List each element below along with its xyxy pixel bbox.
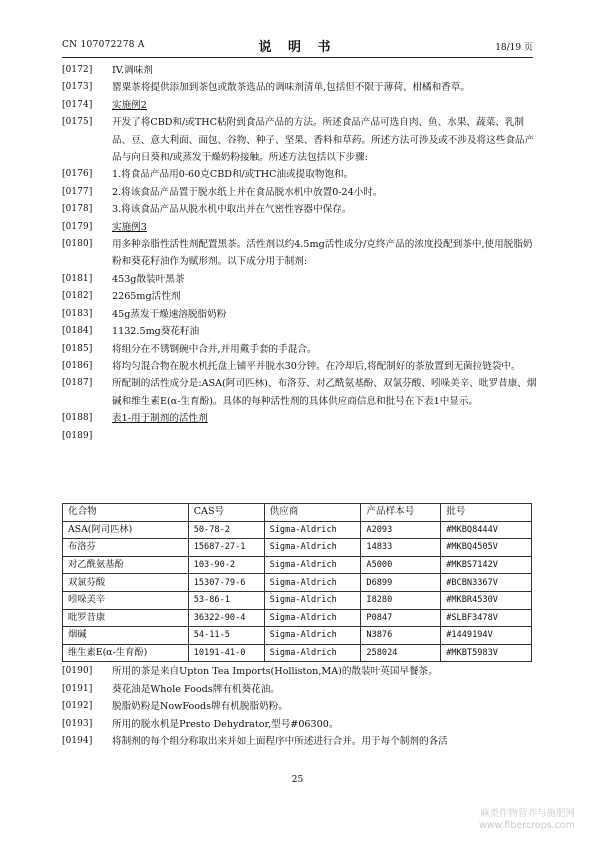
- table-row: [63, 644, 532, 662]
- paragraph: [62, 663, 537, 681]
- column-header-catalog: 产品样本号: [361, 504, 441, 522]
- paragraph-text: 将均匀混合物在脱水机托盘上铺平并脱水30分钟。在冷却后,将配制好的茶放置到无菌拉链袋中。: [112, 360, 521, 372]
- table-row: [63, 521, 532, 539]
- body-text-continued: [62, 663, 537, 751]
- paragraph-text: IV.调味剂: [112, 65, 153, 76]
- paragraph-number: [0177]: [62, 186, 93, 197]
- table-cell: A2093: [361, 521, 441, 539]
- table-cell: Sigma-Aldrich: [264, 644, 361, 662]
- paragraph: [62, 97, 537, 114]
- table-cell: 烟碱: [63, 627, 189, 645]
- table-cell: #MKBS7142V: [441, 556, 532, 574]
- table-cell: Sigma-Aldrich: [264, 591, 361, 609]
- paragraph-number: [0190]: [62, 666, 93, 676]
- table-row: [63, 609, 532, 627]
- paragraph-text: 所配制的活性成分是:ASA(阿司匹林)、布洛芬、对乙酰氨基酚、双氯芬酸、吲哚美辛、吡罗昔康、烟碱和维生素E(α-生育酚)。具体的每种活性剂的具体供应商信息和批号在下表1中显示。: [112, 378, 537, 407]
- table-cell: Sigma-Aldrich: [264, 627, 361, 645]
- site-watermark: [479, 808, 575, 832]
- paragraph-number: [0193]: [62, 718, 93, 729]
- table-cell: 53-86-1: [188, 591, 264, 609]
- paragraph-number: [0187]: [62, 378, 93, 389]
- active-agents-table: [62, 503, 532, 662]
- paragraph-number: [0175]: [62, 117, 93, 128]
- example-heading: 实施例3: [112, 221, 147, 233]
- paragraph-number: [0176]: [62, 169, 93, 180]
- paragraph: [62, 698, 537, 716]
- paragraph-text: 3.将该食品产品从脱水机中取出并在气密性容器中保存。: [112, 204, 352, 216]
- table-cell: #MKBQ4505V: [441, 539, 532, 557]
- table-cell: Sigma-Aldrich: [264, 556, 361, 574]
- paragraph-text: 开发了将CBD和/或THC粘附到食品产品的方法。所述食品产品可选自肉、鱼、水果、蔬菜、乳制品、豆、意大利面、面包、谷物、种子、坚果、香料和草药。所述方法可涉及或不涉及将这些食品产品与向日葵和/或蒸发干燥奶粉接触。所述方法包括以下步骤:: [112, 117, 535, 164]
- table-row: [63, 556, 532, 574]
- table-cell: #MKBR4530V: [441, 591, 532, 609]
- document-title: 说 明 书: [258, 40, 337, 55]
- paragraph: [62, 733, 537, 751]
- paragraph-text: 葵花油是Whole Foods牌有机葵花油。: [112, 683, 280, 695]
- table-cell: #SLBF3478V: [441, 609, 532, 627]
- paragraph: [62, 681, 537, 699]
- table-cell: #1449194V: [441, 627, 532, 645]
- table-cell: N3876: [361, 627, 441, 645]
- paragraph: [62, 375, 537, 410]
- table-cell: 吲哚美辛: [63, 591, 189, 609]
- paragraph: [62, 62, 537, 79]
- table-cell: 50-78-2: [188, 521, 264, 539]
- paragraph-number: [0178]: [62, 204, 93, 215]
- paragraph: [62, 271, 537, 288]
- paragraph-text: 1.将食品产品用0-60克CBD和/或THC油或提取物饱和。: [112, 169, 354, 181]
- table-cell: I8280: [361, 591, 441, 609]
- table-cell: #BCBN3367V: [441, 574, 532, 592]
- column-header-cas: CAS号: [188, 504, 264, 522]
- table-cell: A5000: [361, 556, 441, 574]
- table-cell: Sigma-Aldrich: [264, 539, 361, 557]
- paragraph-number: [0188]: [62, 413, 93, 424]
- table-cell: 258024: [361, 644, 441, 662]
- paragraph-text: 罂粟茶将提供添加到茶包或散茶选品的调味剂清单,包括但不限于薄荷、柑橘和香草。: [112, 82, 471, 94]
- table-cell: Sigma-Aldrich: [264, 609, 361, 627]
- paragraph-text: 2265mg活性剂: [112, 291, 181, 303]
- paragraph-number: [0180]: [62, 239, 93, 250]
- table-cell: #MKBQ8444V: [441, 521, 532, 539]
- table-cell: 15307-79-6: [188, 574, 264, 592]
- table-cell: 10191-41-0: [188, 644, 264, 662]
- table-cell: 双氯芬酸: [63, 574, 189, 592]
- paragraph-text: 将组分在不锈钢碗中合并,并用戴手套的手混合。: [112, 343, 317, 355]
- paragraph-number: [0181]: [62, 273, 93, 284]
- paragraph-number: [0173]: [62, 82, 93, 93]
- table-cell: 布洛芬: [63, 539, 189, 557]
- table-row: [63, 539, 532, 557]
- patent-number: CN 107072278 A: [62, 40, 145, 50]
- paragraph-number: [0191]: [62, 683, 93, 694]
- table-cell: 吡罗昔康: [63, 609, 189, 627]
- table-cell: 54-11-5: [188, 627, 264, 645]
- paragraph-number: [0192]: [62, 701, 93, 712]
- paragraph: [62, 219, 537, 236]
- paragraph-text: 所用的茶是来自Upton Tea Imports(Holliston,MA)的散装叶英国早餐茶。: [112, 666, 438, 677]
- paragraph: [62, 184, 537, 201]
- paragraph-text: 所用的脱水机是Presto Dehydrator,型号#06300。: [112, 718, 339, 730]
- table-caption-paragraph: [62, 410, 537, 427]
- body-text: [62, 62, 537, 441]
- table-cell: 103-90-2: [188, 556, 264, 574]
- header-divider: [62, 57, 533, 58]
- column-header-supplier: 供应商: [264, 504, 361, 522]
- table-cell: 36322-90-4: [188, 609, 264, 627]
- table-cell: #MKBT5983V: [441, 644, 532, 662]
- table-cell: 对乙酰氨基酚: [63, 556, 189, 574]
- table-cell: Sigma-Aldrich: [264, 574, 361, 592]
- paragraph-text: 1132.5mg葵花籽油: [112, 326, 200, 338]
- paragraph-number: [0186]: [62, 360, 93, 371]
- example-heading: 实施例2: [112, 99, 147, 111]
- paragraph-number: [0189]: [62, 430, 93, 441]
- column-header-lot: 批号: [441, 504, 532, 522]
- paragraph-number: [0182]: [62, 291, 93, 302]
- table-row: [63, 574, 532, 592]
- watermark-url: www.fibercrops.com: [478, 820, 575, 831]
- paragraph: [62, 341, 537, 358]
- table-cell: Sigma-Aldrich: [264, 521, 361, 539]
- page-number: 25: [291, 775, 304, 785]
- paragraph: [62, 236, 537, 271]
- table-cell: 15687-27-1: [188, 539, 264, 557]
- paragraph: [62, 358, 537, 375]
- paragraph-text: 将制剂的每个组分称取出来并如上面程序中所述进行合并。用于每个制剂的各活: [112, 736, 448, 748]
- paragraph: [62, 201, 537, 218]
- paragraph-text: 45g蒸发干燥速溶脱脂奶粉: [112, 308, 227, 320]
- paragraph-number: [0183]: [62, 308, 93, 319]
- watermark-title: 麻类作物营养与施肥网: [479, 808, 575, 819]
- paragraph-number: [0172]: [62, 65, 93, 75]
- column-header-compound: 化合物: [63, 504, 189, 522]
- table-cell: D6899: [361, 574, 441, 592]
- paragraph: [62, 79, 537, 96]
- table-row: [63, 591, 532, 609]
- paragraph-number: [0185]: [62, 343, 93, 354]
- paragraph-text: 453g散装叶黑茶: [112, 273, 185, 285]
- paragraph: [62, 288, 537, 305]
- paragraph-text: 用多种亲脂性活性剂配置黑茶。活性剂以约4.5mg活性成分/克终产品的浓度投配到茶中,使用脱脂奶粉和葵花籽油作为赋形剂。以下成分用于制剂:: [112, 239, 533, 268]
- table-cell: ASA(阿司匹林): [63, 521, 189, 539]
- table-cell: P0847: [361, 609, 441, 627]
- table-header-row: [63, 504, 532, 522]
- paragraph: [62, 716, 537, 734]
- paragraph: [62, 166, 537, 183]
- paragraph-number: [0194]: [62, 736, 93, 747]
- table-cell: 维生素E(α-生育酚): [63, 644, 189, 662]
- table-row: [63, 627, 532, 645]
- paragraph-text: 2.将该食品产品置于脱水纸上并在食品脱水机中放置0-24小时。: [112, 186, 383, 198]
- paragraph-number: [0184]: [62, 326, 93, 337]
- table-caption: 表1-用于制剂的活性剂: [112, 413, 208, 425]
- paragraph: [62, 306, 537, 323]
- paragraph-number: [0179]: [62, 221, 93, 232]
- paragraph: [62, 323, 537, 340]
- paragraph-number: [0174]: [62, 99, 93, 110]
- table-cell: 14833: [361, 539, 441, 557]
- paragraph-text: 脱脂奶粉是NowFoods牌有机脱脂奶粉。: [112, 701, 288, 713]
- page-indicator: 18/19 页: [495, 43, 533, 53]
- paragraph: [62, 114, 537, 166]
- page-header: [62, 36, 533, 56]
